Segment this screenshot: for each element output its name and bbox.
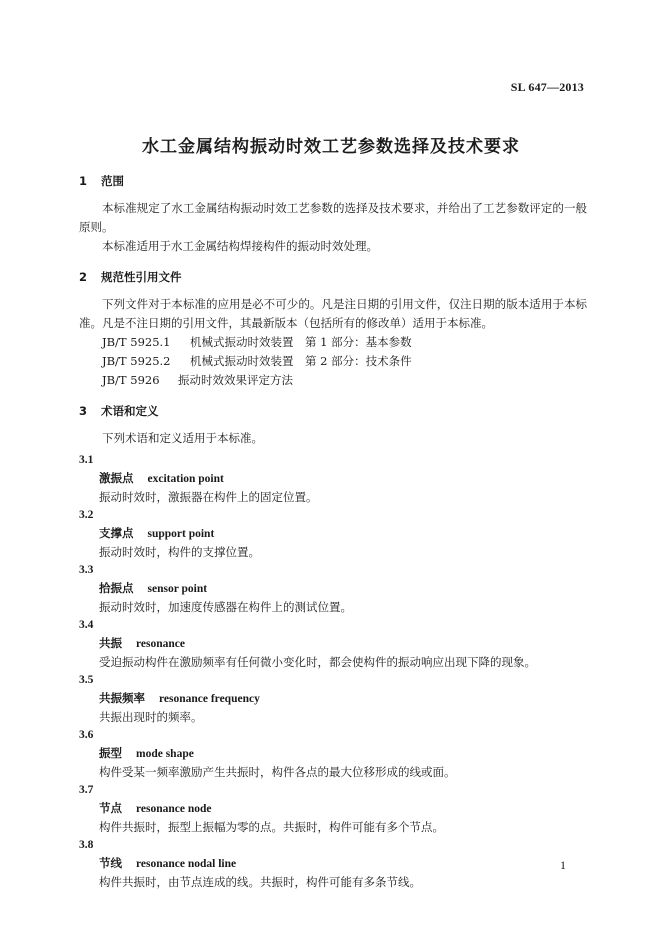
term-number: 3.7 — [79, 784, 94, 796]
section-number: 3 — [79, 404, 88, 418]
reference-code: JB/T 5925.2 — [102, 354, 171, 368]
paragraph: 本标准规定了水工金属结构振动时效工艺参数的选择及技术要求，并给出了工艺参数评定的一般原则。 — [79, 201, 587, 234]
term-cn: 振型 — [99, 746, 122, 760]
section-heading-scope — [79, 172, 587, 190]
paragraph: 本标准适用于水工金属结构焊接构件的振动时效处理。 — [102, 239, 378, 253]
term-entry — [79, 726, 587, 781]
section-title: 术语和定义 — [101, 404, 159, 418]
reference-title: 机械式振动时效装置 第 2 部分：技术条件 — [190, 354, 412, 368]
term-en: excitation point — [147, 473, 224, 485]
term-definition: 构件共振时，振型上振幅为零的点。共振时，构件可能有多个节点。 — [99, 820, 444, 834]
reference-code: JB/T 5926 — [102, 373, 160, 387]
term-entry — [79, 561, 587, 616]
term-cn: 共振频率 — [99, 691, 145, 705]
term-number: 3.2 — [79, 509, 94, 521]
term-cn: 激振点 — [99, 471, 134, 485]
document-code: SL 647—2013 — [510, 80, 584, 94]
term-cn: 共振 — [99, 636, 122, 650]
term-en: resonance — [136, 638, 185, 650]
term-name — [79, 689, 587, 708]
term-en: resonance node — [136, 803, 212, 815]
section-heading-terms-definitions — [79, 402, 587, 420]
term-en: resonance frequency — [159, 693, 260, 705]
term-number: 3.4 — [79, 619, 94, 631]
term-name — [79, 634, 587, 653]
term-number: 3.6 — [79, 729, 94, 741]
term-name — [79, 854, 587, 873]
term-cn: 节点 — [99, 801, 122, 815]
term-name — [79, 469, 587, 488]
term-cn: 节线 — [99, 856, 122, 870]
reference-item — [79, 333, 587, 352]
term-en: support point — [147, 528, 215, 540]
term-name — [79, 524, 587, 543]
term-en: resonance nodal line — [136, 858, 237, 870]
reference-title: 振动时效效果评定方法 — [178, 373, 293, 387]
reference-title: 机械式振动时效装置 第 1 部分：基本参数 — [190, 335, 412, 349]
term-entry — [79, 451, 587, 506]
term-definition: 构件共振时，由节点连成的线。共振时，构件可能有多条节线。 — [99, 875, 421, 889]
term-name — [79, 799, 587, 818]
term-definition: 振动时效时，加速度传感器在构件上的测试位置。 — [99, 600, 352, 614]
term-number: 3.3 — [79, 564, 94, 576]
section-number: 2 — [79, 270, 88, 284]
term-en: sensor point — [147, 583, 208, 595]
section-number: 1 — [79, 174, 88, 188]
page-number: 1 — [560, 858, 566, 872]
term-entry — [79, 781, 587, 836]
reference-item — [79, 352, 587, 371]
term-definition: 受迫振动构件在激励频率有任何微小变化时，都会使构件的振动响应出现下降的现象。 — [99, 655, 536, 669]
term-entry — [79, 836, 587, 891]
term-cn: 支撑点 — [99, 526, 134, 540]
term-definition: 振动时效时，构件的支撑位置。 — [99, 545, 260, 559]
term-number: 3.5 — [79, 674, 94, 686]
term-entry — [79, 671, 587, 726]
term-entry — [79, 616, 587, 671]
term-en: mode shape — [136, 748, 194, 760]
term-number: 3.1 — [79, 454, 94, 466]
section-title: 范围 — [101, 174, 124, 188]
term-entry — [79, 506, 587, 561]
document-title: 水工金属结构振动时效工艺参数选择及技术要求 — [142, 137, 520, 157]
term-name — [79, 744, 587, 763]
term-definition: 构件受某一频率激励产生共振时，构件各点的最大位移形成的线或面。 — [99, 765, 456, 779]
reference-item — [79, 371, 587, 390]
term-definition: 振动时效时，激振器在构件上的固定位置。 — [99, 490, 318, 504]
term-definition: 共振出现时的频率。 — [99, 710, 203, 724]
term-cn: 拾振点 — [99, 581, 134, 595]
section-title: 规范性引用文件 — [101, 270, 182, 284]
document-body — [79, 172, 587, 891]
term-number: 3.8 — [79, 839, 94, 851]
reference-code: JB/T 5925.1 — [102, 335, 171, 349]
term-name — [79, 579, 587, 598]
section-heading-normative-references — [79, 268, 587, 286]
paragraph: 下列术语和定义适用于本标准。 — [102, 431, 263, 445]
paragraph: 下列文件对于本标准的应用是必不可少的。凡是注日期的引用文件，仅注日期的版本适用于本标准。凡是不注日期的引用文件，其最新版本（包括所有的修改单）适用于本标准。 — [79, 297, 587, 330]
